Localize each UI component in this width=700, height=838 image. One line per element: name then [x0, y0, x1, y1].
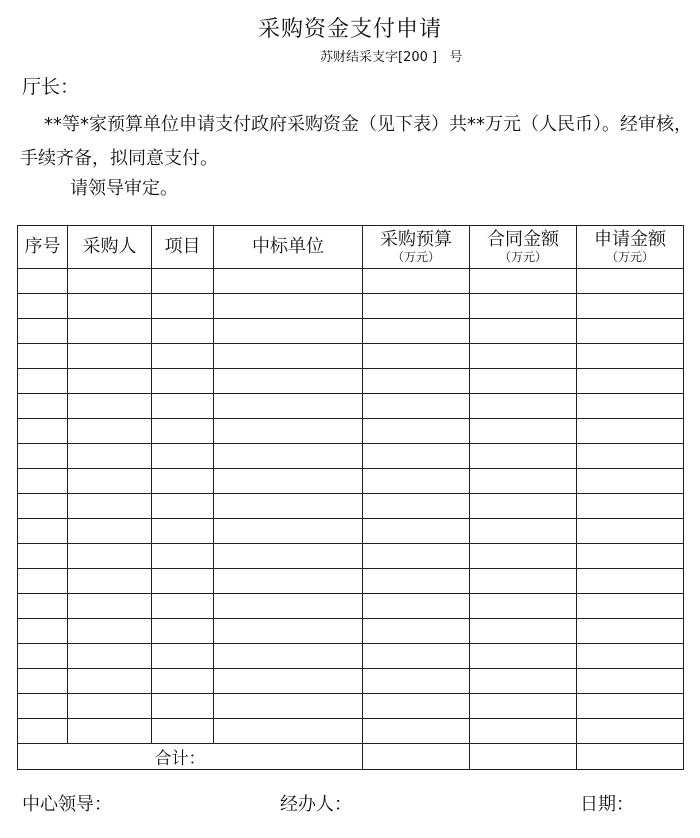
table-cell[interactable]	[18, 369, 68, 394]
table-cell[interactable]	[363, 369, 470, 394]
total-amount-cell[interactable]	[577, 744, 684, 770]
table-row	[18, 294, 684, 319]
table-cell[interactable]	[577, 369, 684, 394]
table-cell[interactable]	[470, 519, 577, 544]
table-row	[18, 594, 684, 619]
table-cell[interactable]	[68, 694, 152, 719]
table-cell[interactable]	[470, 694, 577, 719]
table-cell[interactable]	[214, 269, 363, 294]
table-cell[interactable]	[577, 294, 684, 319]
table-cell[interactable]	[470, 419, 577, 444]
total-row	[18, 744, 684, 770]
table-cell[interactable]	[363, 669, 470, 694]
total-amount-cell[interactable]	[363, 744, 470, 770]
table-cell[interactable]	[152, 469, 214, 494]
table-row	[18, 369, 684, 394]
table-cell[interactable]	[470, 644, 577, 669]
table-cell[interactable]	[470, 444, 577, 469]
col-header-project: 项目	[152, 226, 214, 269]
table-cell[interactable]	[470, 269, 577, 294]
table-row	[18, 644, 684, 669]
document-number: 苏财结采支字[200 ] 号	[320, 50, 463, 65]
table-cell[interactable]	[363, 569, 470, 594]
table-cell[interactable]	[68, 669, 152, 694]
table-cell[interactable]	[363, 294, 470, 319]
table-cell[interactable]	[577, 544, 684, 569]
table-cell[interactable]	[68, 544, 152, 569]
table-cell[interactable]	[470, 544, 577, 569]
table-cell[interactable]	[152, 369, 214, 394]
table-cell[interactable]	[68, 619, 152, 644]
table-row	[18, 394, 684, 419]
table-cell[interactable]	[577, 319, 684, 344]
application-paragraph: **等*家预算单位申请支付政府采购资金（见下表）共**万元（人民币）。经审核，手续齐备，拟同意支付。	[20, 114, 692, 169]
table-cell[interactable]	[152, 519, 214, 544]
table-cell[interactable]	[18, 719, 68, 744]
table-cell[interactable]	[68, 344, 152, 369]
table-cell[interactable]	[214, 544, 363, 569]
table-cell[interactable]	[470, 569, 577, 594]
col-header-requested-amount: 申请金额 （万元）	[577, 226, 684, 269]
table-row	[18, 619, 684, 644]
table-cell[interactable]	[152, 669, 214, 694]
table-cell[interactable]	[18, 469, 68, 494]
table-cell[interactable]	[363, 494, 470, 519]
table-cell[interactable]	[363, 719, 470, 744]
table-cell[interactable]	[152, 394, 214, 419]
table-row	[18, 569, 684, 594]
table-cell[interactable]	[577, 269, 684, 294]
table-cell[interactable]	[68, 569, 152, 594]
payment-table	[17, 225, 684, 770]
col-header-budget: 采购预算 （万元）	[363, 226, 470, 269]
table-cell[interactable]	[470, 594, 577, 619]
table-cell[interactable]	[214, 319, 363, 344]
table-cell[interactable]	[152, 494, 214, 519]
table-cell[interactable]	[18, 569, 68, 594]
table-cell[interactable]	[68, 594, 152, 619]
table-cell[interactable]	[214, 519, 363, 544]
table-row	[18, 544, 684, 569]
table-cell[interactable]	[18, 419, 68, 444]
table-cell[interactable]	[577, 494, 684, 519]
date-label: 日期：	[580, 794, 634, 815]
table-cell[interactable]	[214, 419, 363, 444]
table-cell[interactable]	[470, 719, 577, 744]
table-cell[interactable]	[214, 294, 363, 319]
table-cell[interactable]	[577, 594, 684, 619]
table-header-row	[18, 226, 684, 269]
table-cell[interactable]	[68, 494, 152, 519]
table-cell[interactable]	[470, 344, 577, 369]
table-cell[interactable]	[214, 694, 363, 719]
unit-label: （万元）	[391, 250, 440, 264]
col-header-index: 序号	[18, 226, 68, 269]
table-cell[interactable]	[18, 619, 68, 644]
table-cell[interactable]	[363, 444, 470, 469]
table-cell[interactable]	[214, 494, 363, 519]
table-cell[interactable]	[214, 444, 363, 469]
table-cell[interactable]	[470, 394, 577, 419]
table-cell[interactable]	[18, 669, 68, 694]
table-cell[interactable]	[18, 644, 68, 669]
table-cell[interactable]	[214, 619, 363, 644]
table-cell[interactable]	[577, 394, 684, 419]
table-cell[interactable]	[363, 419, 470, 444]
table-cell[interactable]	[68, 519, 152, 544]
table-cell[interactable]	[363, 519, 470, 544]
table-cell[interactable]	[152, 344, 214, 369]
table-cell[interactable]	[470, 669, 577, 694]
table-cell[interactable]	[577, 444, 684, 469]
table-row	[18, 419, 684, 444]
table-cell[interactable]	[214, 669, 363, 694]
table-cell[interactable]	[214, 394, 363, 419]
table-row	[18, 319, 684, 344]
table-cell[interactable]	[363, 694, 470, 719]
form-title: 采购资金支付申请	[257, 17, 442, 42]
table-row	[18, 444, 684, 469]
table-cell[interactable]	[152, 619, 214, 644]
table-cell[interactable]	[152, 269, 214, 294]
salutation: 厅长：	[22, 76, 80, 98]
table-cell[interactable]	[577, 644, 684, 669]
table-cell[interactable]	[68, 419, 152, 444]
table-row	[18, 669, 684, 694]
table-cell[interactable]	[18, 594, 68, 619]
table-cell[interactable]	[68, 269, 152, 294]
table-row	[18, 269, 684, 294]
table-cell[interactable]	[152, 719, 214, 744]
col-header-purchaser: 采购人	[68, 226, 152, 269]
table-row	[18, 719, 684, 744]
unit-label: （万元）	[605, 250, 654, 264]
table-cell[interactable]	[214, 719, 363, 744]
table-cell[interactable]	[68, 394, 152, 419]
table-cell[interactable]	[363, 269, 470, 294]
table-cell[interactable]	[214, 344, 363, 369]
table-row	[18, 694, 684, 719]
table-cell[interactable]	[18, 694, 68, 719]
table-cell[interactable]	[18, 494, 68, 519]
table-cell[interactable]	[152, 644, 214, 669]
table-cell[interactable]	[577, 519, 684, 544]
table-row	[18, 469, 684, 494]
table-cell[interactable]	[152, 694, 214, 719]
table-cell[interactable]	[577, 619, 684, 644]
table-cell[interactable]	[214, 469, 363, 494]
table-cell[interactable]	[214, 569, 363, 594]
col-header-winning-bidder: 中标单位	[214, 226, 363, 269]
table-cell[interactable]	[577, 569, 684, 594]
table-cell[interactable]	[363, 394, 470, 419]
table-cell[interactable]	[214, 594, 363, 619]
table-cell[interactable]	[470, 469, 577, 494]
table-cell[interactable]	[470, 369, 577, 394]
table-cell[interactable]	[18, 544, 68, 569]
table-cell[interactable]	[68, 469, 152, 494]
table-cell[interactable]	[18, 519, 68, 544]
table-cell[interactable]	[577, 719, 684, 744]
approval-request: 请领导审定。	[70, 178, 178, 199]
table-cell[interactable]	[470, 319, 577, 344]
table-cell[interactable]	[18, 269, 68, 294]
table-cell[interactable]	[363, 469, 470, 494]
table-cell[interactable]	[363, 544, 470, 569]
table-cell[interactable]	[470, 294, 577, 319]
table-cell[interactable]	[18, 394, 68, 419]
table-cell[interactable]	[68, 644, 152, 669]
table-cell[interactable]	[68, 319, 152, 344]
table-cell[interactable]	[152, 569, 214, 594]
table-cell[interactable]	[18, 294, 68, 319]
table-cell[interactable]	[577, 419, 684, 444]
col-header-contract-amount: 合同金额 （万元）	[470, 226, 577, 269]
table-cell[interactable]	[470, 494, 577, 519]
table-cell[interactable]	[68, 444, 152, 469]
table-row	[18, 494, 684, 519]
table-cell[interactable]	[214, 644, 363, 669]
table-row	[18, 344, 684, 369]
table-cell[interactable]	[577, 694, 684, 719]
total-blank-cell	[214, 744, 363, 770]
table-cell[interactable]	[363, 344, 470, 369]
total-label: 合计：	[18, 744, 214, 770]
table-row	[18, 519, 684, 544]
table-cell[interactable]	[18, 344, 68, 369]
table-cell[interactable]	[18, 319, 68, 344]
table-cell[interactable]	[68, 294, 152, 319]
table-cell[interactable]	[577, 669, 684, 694]
table-cell[interactable]	[18, 444, 68, 469]
table-cell[interactable]	[363, 644, 470, 669]
table-cell[interactable]	[363, 319, 470, 344]
table-cell[interactable]	[68, 719, 152, 744]
table-cell[interactable]	[152, 594, 214, 619]
table-cell[interactable]	[152, 444, 214, 469]
table-cell[interactable]	[214, 369, 363, 394]
table-cell[interactable]	[152, 294, 214, 319]
table-cell[interactable]	[577, 344, 684, 369]
center-leader-label: 中心领导：	[22, 794, 112, 815]
table-cell[interactable]	[152, 419, 214, 444]
handler-label: 经办人：	[280, 794, 352, 815]
unit-label: （万元）	[498, 250, 547, 264]
table-cell[interactable]	[152, 319, 214, 344]
table-cell[interactable]	[152, 544, 214, 569]
table-cell[interactable]	[363, 594, 470, 619]
table-cell[interactable]	[470, 619, 577, 644]
table-cell[interactable]	[68, 369, 152, 394]
table-cell[interactable]	[363, 619, 470, 644]
table-cell[interactable]	[577, 469, 684, 494]
total-amount-cell[interactable]	[470, 744, 577, 770]
